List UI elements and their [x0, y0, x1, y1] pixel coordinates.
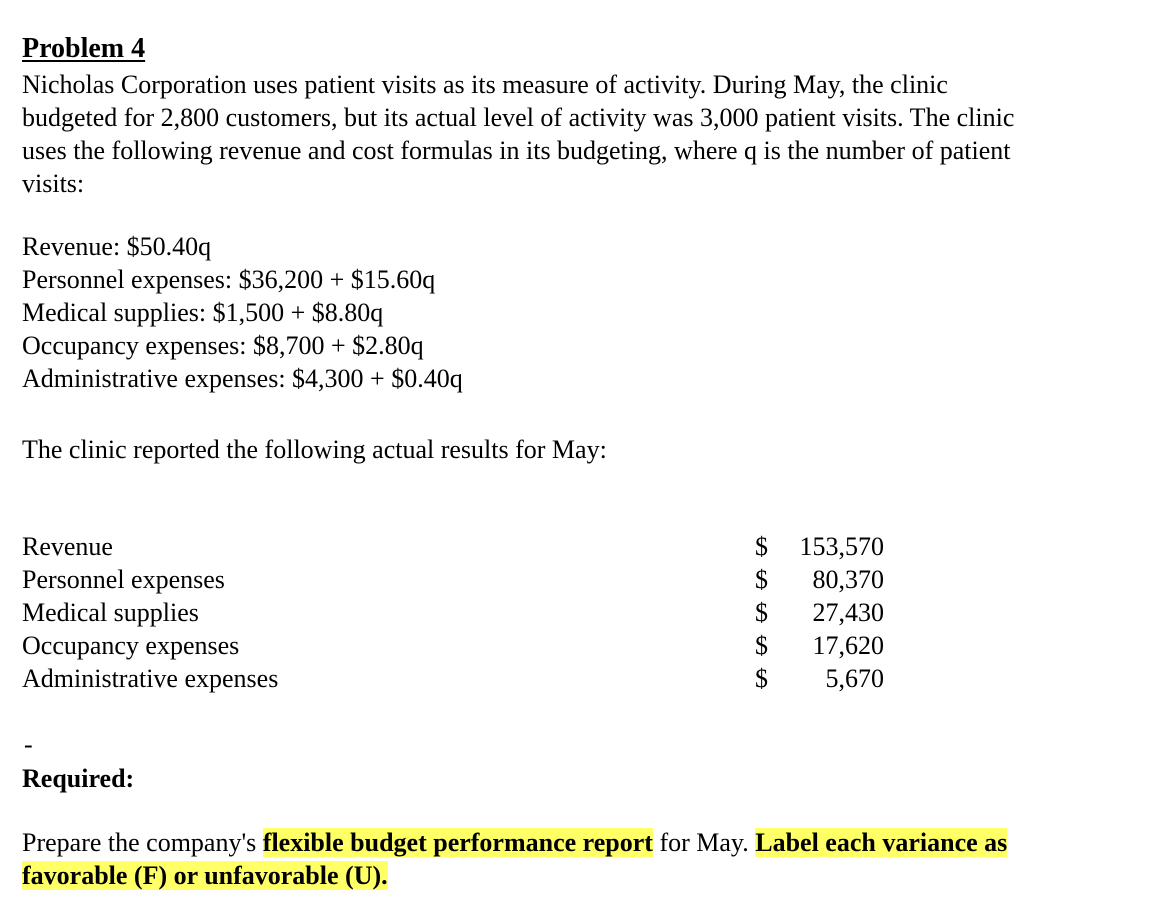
formula-list	[22, 230, 463, 395]
currency-symbol: $	[755, 631, 768, 660]
required-instructions	[22, 826, 1142, 892]
results-label: Administrative expenses	[22, 664, 279, 693]
problem-title: Problem 4	[22, 33, 146, 64]
paragraph-line: budgeted for 2,800 customers, but its actual level of activity was 3,000 patient visits. The clinic	[22, 103, 1015, 132]
formula-revenue: Revenue: $50.40q	[22, 232, 212, 261]
highlighted-text: favorable (F) or unfavorable (U).	[22, 861, 388, 890]
problem-paragraph	[22, 68, 1134, 200]
separator-dash: -	[24, 730, 33, 759]
highlighted-text: flexible budget performance report	[262, 828, 653, 857]
currency-symbol: $	[755, 598, 768, 627]
required-heading: Required:	[22, 764, 135, 793]
results-row	[22, 596, 902, 629]
currency-symbol: $	[755, 664, 768, 693]
highlighted-text: Label each variance as	[755, 828, 1008, 857]
paragraph-line: visits:	[22, 169, 85, 198]
results-amount: 17,620	[812, 631, 884, 660]
formula-personnel: Personnel expenses: $36,200 + $15.60q	[22, 265, 436, 294]
actual-results-table	[22, 530, 902, 695]
results-row	[22, 563, 902, 596]
paragraph-line: Nicholas Corporation uses patient visits as its measure of activity. During May, the clinic	[22, 70, 948, 99]
results-intro: The clinic reported the following actual results for May:	[22, 435, 607, 464]
results-label: Medical supplies	[22, 598, 199, 627]
results-row	[22, 662, 902, 695]
instruction-text: Prepare the company's	[22, 828, 263, 857]
results-amount: 5,670	[825, 664, 884, 693]
results-row	[22, 530, 902, 563]
paragraph-line: uses the following revenue and cost formulas in its budgeting, where q is the number of patient	[22, 136, 1011, 165]
results-amount: 27,430	[812, 598, 884, 627]
instruction-line	[22, 859, 1142, 892]
results-amount: 153,570	[799, 532, 884, 561]
currency-symbol: $	[755, 565, 768, 594]
results-amount: 80,370	[812, 565, 884, 594]
results-label: Revenue	[22, 532, 113, 561]
results-row	[22, 629, 902, 662]
results-label: Personnel expenses	[22, 565, 225, 594]
formula-occupancy: Occupancy expenses: $8,700 + $2.80q	[22, 331, 424, 360]
currency-symbol: $	[755, 532, 768, 561]
formula-medical-supplies: Medical supplies: $1,500 + $8.80q	[22, 298, 384, 327]
formula-administrative: Administrative expenses: $4,300 + $0.40q	[22, 364, 463, 393]
instruction-line	[22, 826, 1142, 859]
results-label: Occupancy expenses	[22, 631, 240, 660]
instruction-text: for May.	[652, 828, 756, 857]
